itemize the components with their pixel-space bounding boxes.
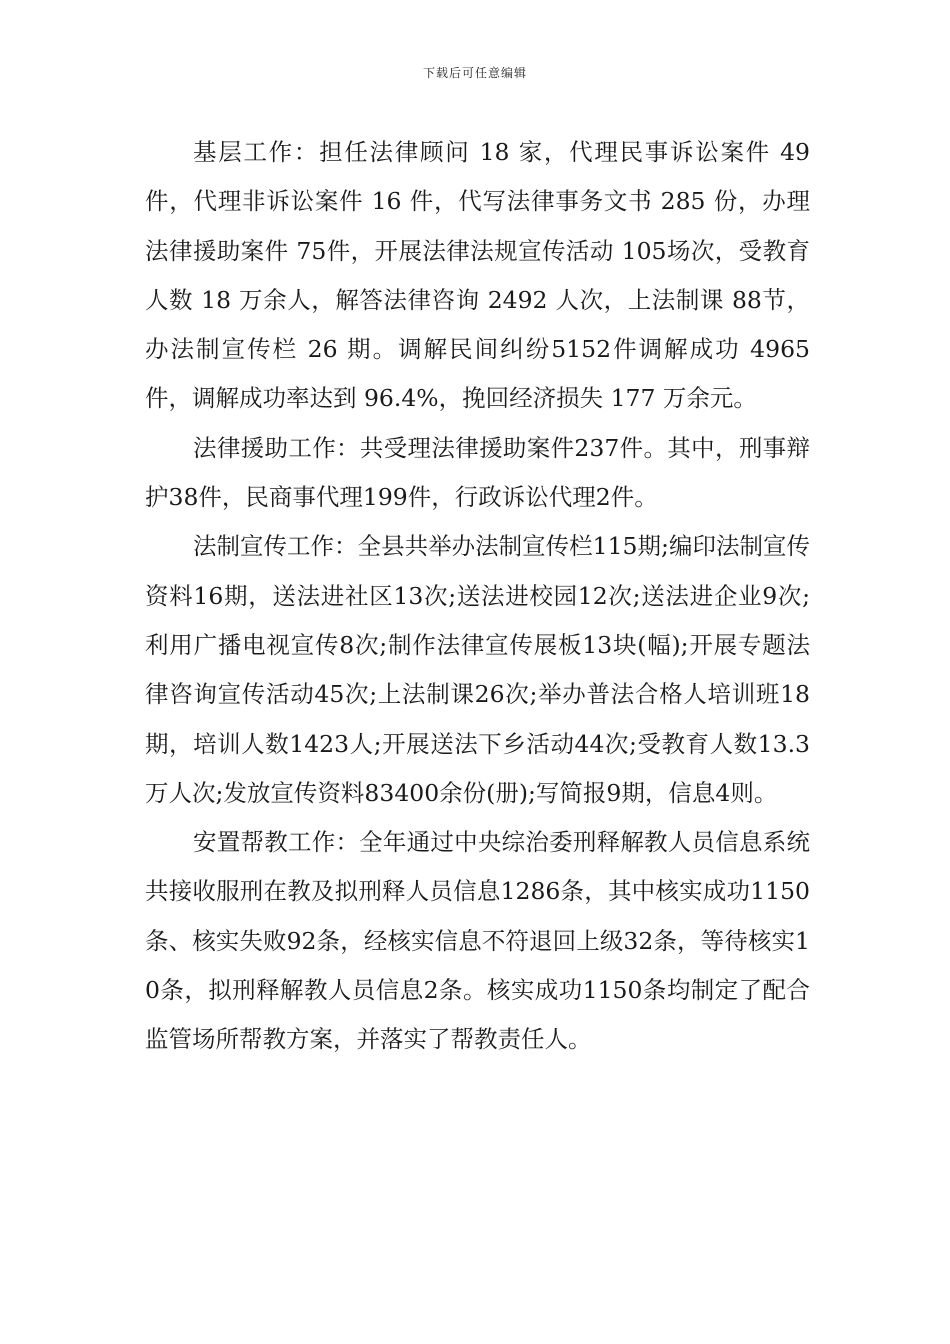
paragraph-grassroots-work: 基层工作：担任法律顾问 18 家，代理民事诉讼案件 49件，代理非诉讼案件 16 件，代写法律事务文书 285 份，办理法律援助案件 75件，开展法律法规宣传活动 105场次，受教育人数 18 万余人，解答法律咨询 2492 人次，上法制课 88节，办法制宣传栏 26 期。调解民间纠纷5152件调解成功 4965 件，调解成功率达到 96.4%，挽回经济损失 177 万余元。 [145, 138, 810, 413]
paragraph-legal-publicity: 法制宣传工作：全县共举办法制宣传栏115期;编印法制宣传资料16期，送法进社区13次;送法进校园12次;送法进企业9次;利用广播电视宣传8次;制作法律宣传展板13块(幅);开展专题法律咨询宣传活动45次;上法制课26次;举办普法合格人培训班18期，培训人数1423人;开展送法下乡活动44次;受教育人数13.3万人次;发放宣传资料83400余份(册);写简报9期，信息4则。 [145, 532, 810, 807]
paragraph-legal-aid: 法律援助工作：共受理法律援助案件237件。其中，刑事辩护38件，民商事代理199件，行政诉讼代理2件。 [145, 433, 810, 512]
page-header: 下载后可任意编辑 [422, 66, 527, 80]
document-body [145, 128, 810, 1065]
paragraph-resettlement-assistance: 安置帮教工作：全年通过中央综治委刑释解教人员信息系统共接收服刑在教及拟刑释人员信息1286条，其中核实成功1150条、核实失败92条，经核实信息不符退回上级32条，等待核实10条，拟刑释解教人员信息2条。核实成功1150条均制定了配合监管场所帮教方案，并落实了帮教责任人。 [145, 828, 810, 1054]
